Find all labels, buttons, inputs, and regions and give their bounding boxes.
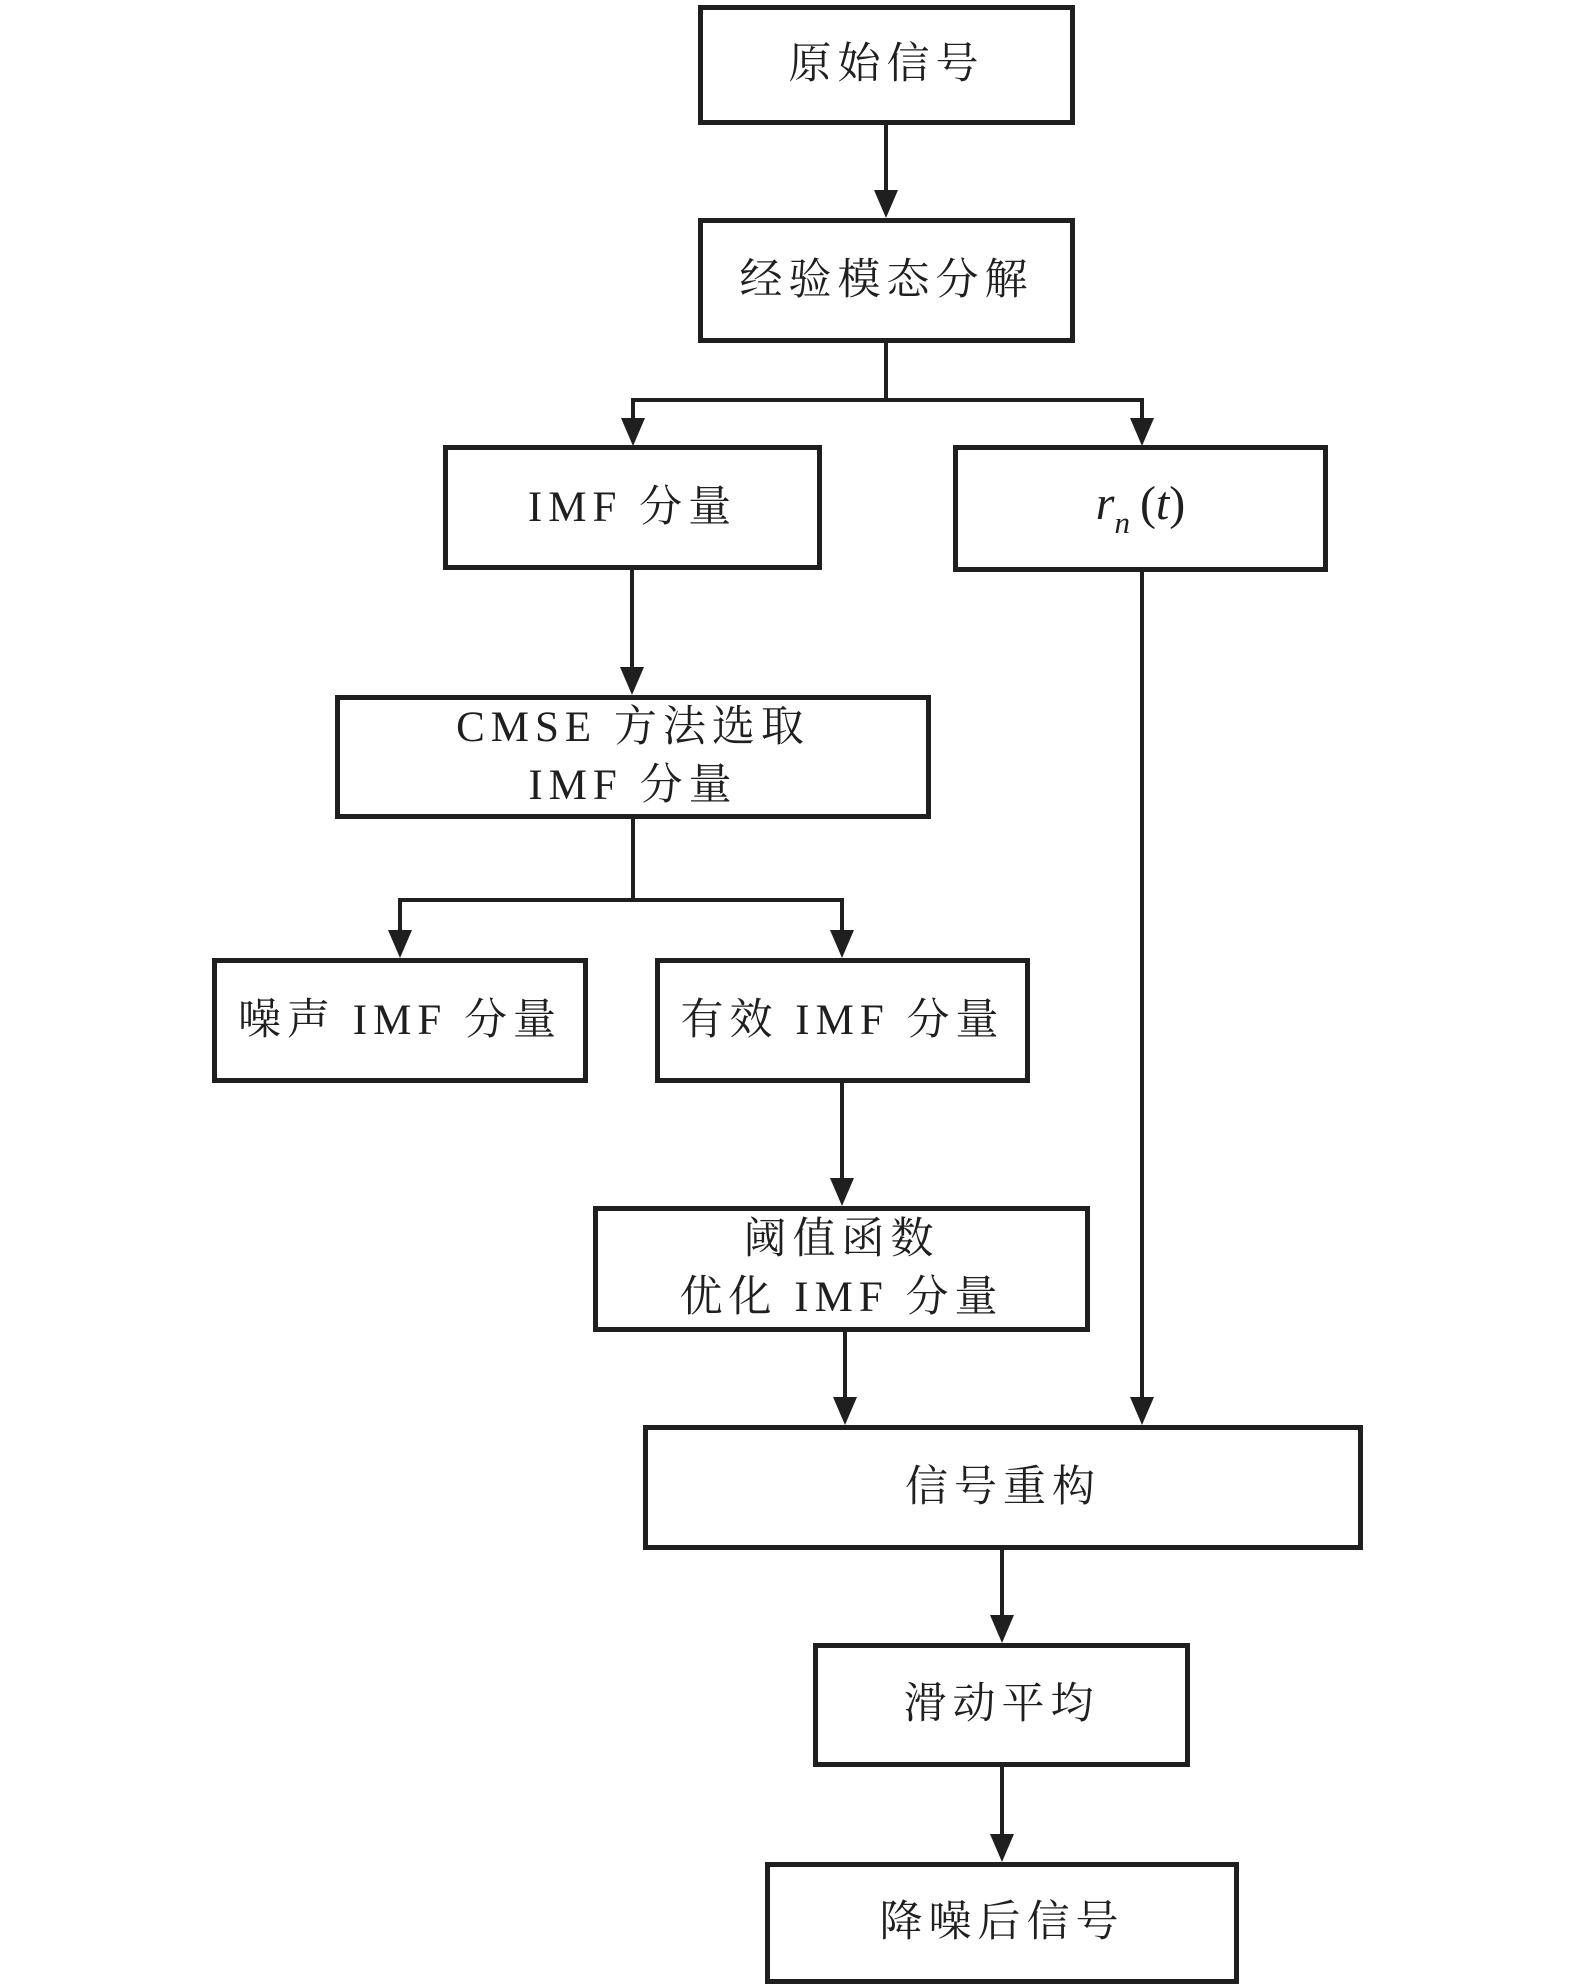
- residual-paren-open: (: [1139, 477, 1156, 531]
- arrowhead-into-cmse: [620, 667, 644, 695]
- node-valid-imf-label: 有效 IMF 分量: [680, 996, 1005, 1044]
- arrowhead-into-reconstruction-right: [1130, 1397, 1154, 1425]
- connector-residual-to-reconstruction: [1140, 572, 1144, 1400]
- arrowhead-into-moving-average: [990, 1615, 1014, 1643]
- node-signal-reconstruction-label: 信号重构: [905, 1463, 1101, 1511]
- residual-argument: t: [1155, 477, 1170, 531]
- residual-variable: r: [1095, 477, 1115, 531]
- node-residual-label: [1096, 473, 1186, 543]
- connector-reconstruction-to-moving-average: [1000, 1550, 1004, 1618]
- residual-paren-close: ): [1169, 477, 1186, 531]
- arrowhead-into-emd: [874, 190, 898, 218]
- node-signal-reconstruction: [643, 1425, 1363, 1550]
- node-threshold-label-line1: 阈值函数: [743, 1216, 940, 1264]
- connector-valid-imf-to-threshold: [840, 1083, 844, 1181]
- node-imf-components: [443, 445, 822, 570]
- node-emd-label: 经验模态分解: [739, 256, 1034, 304]
- node-residual-rn-t: [953, 445, 1328, 572]
- node-denoised-signal: [765, 1862, 1239, 1984]
- node-threshold-optimize: [593, 1206, 1090, 1332]
- residual-subscript: n: [1114, 505, 1130, 541]
- node-cmse-selection: [335, 695, 931, 819]
- arrowhead-into-threshold: [830, 1178, 854, 1206]
- connector-moving-average-to-denoised: [1000, 1767, 1004, 1837]
- connector-original-to-emd: [884, 125, 888, 195]
- node-noise-imf-label: 噪声 IMF 分量: [238, 996, 562, 1044]
- connector-imf-to-cmse: [630, 570, 634, 670]
- node-threshold-label: [680, 1212, 1004, 1326]
- arrowhead-into-denoised: [990, 1834, 1014, 1862]
- connector-split-to-noise-imf: [398, 898, 402, 934]
- node-cmse-label-line2: IMF 分量: [528, 762, 738, 809]
- connector-threshold-to-reconstruction: [843, 1332, 847, 1400]
- node-denoised-signal-label: 降噪后信号: [879, 1899, 1125, 1947]
- connector-cmse-split-stem: [631, 819, 635, 902]
- arrowhead-into-noise-imf: [388, 930, 412, 958]
- node-original-signal: [698, 5, 1075, 125]
- node-moving-average-label: 滑动平均: [903, 1681, 1100, 1729]
- connector-emd-split-stem: [884, 343, 888, 400]
- connector-cmse-split-rail: [398, 898, 844, 902]
- node-original-signal-label: 原始信号: [788, 41, 985, 89]
- arrowhead-into-residual: [1130, 418, 1154, 446]
- node-empirical-mode-decomposition: [698, 218, 1075, 343]
- node-cmse-label: [456, 700, 810, 814]
- connector-emd-split-rail: [631, 398, 1144, 402]
- node-moving-average: [813, 1643, 1190, 1767]
- node-threshold-label-line2: 优化 IMF 分量: [679, 1274, 1004, 1321]
- arrowhead-into-reconstruction-left: [833, 1397, 857, 1425]
- node-imf-components-label: IMF 分量: [527, 483, 738, 531]
- connector-split-to-valid-imf: [840, 898, 844, 934]
- node-valid-imf: [655, 958, 1030, 1083]
- arrowhead-into-valid-imf: [830, 930, 854, 958]
- node-cmse-label-line1: CMSE 方法选取: [456, 704, 810, 752]
- arrowhead-into-imf: [621, 418, 645, 446]
- node-noise-imf: [212, 958, 588, 1083]
